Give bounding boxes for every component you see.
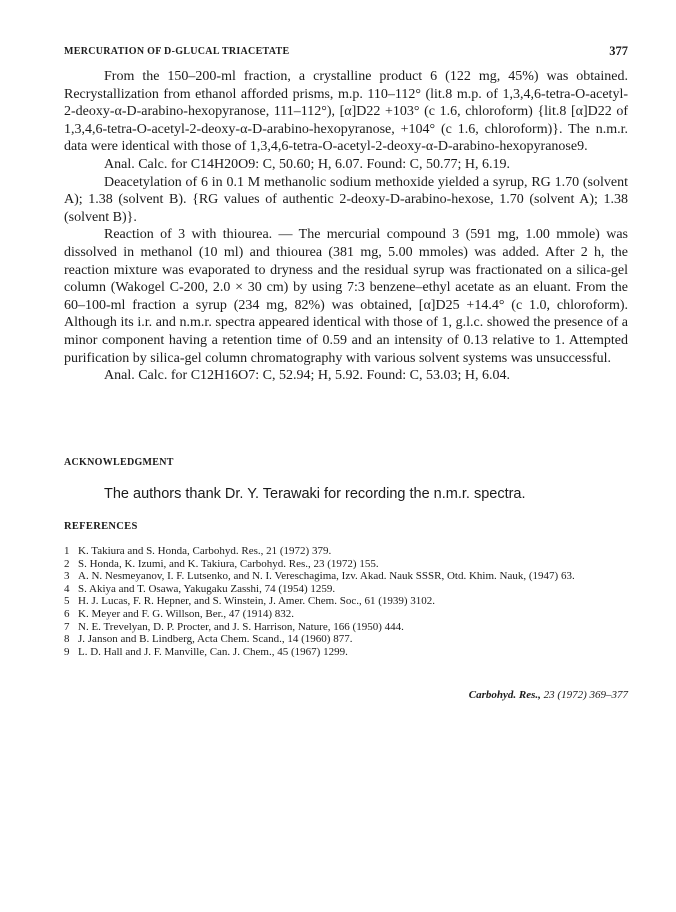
acknowledgment-heading: ACKNOWLEDGMENT: [64, 457, 174, 468]
reference-text: H. J. Lucas, F. R. Hepner, and S. Winstein, J. Amer. Chem. Soc., 61 (1939) 3102.: [78, 595, 436, 608]
running-title: MERCURATION OF D-GLUCAL TRIACETATE: [64, 46, 290, 57]
reference-item: [64, 646, 630, 659]
reference-text: N. E. Trevelyan, D. P. Procter, and J. S. Harrison, Nature, 166 (1950) 444.: [78, 620, 404, 633]
journal-footer: [469, 689, 628, 701]
reference-text: S. Akiya and T. Osawa, Yakugaku Zasshi, 74 (1954) 1259.: [78, 582, 336, 595]
analysis-line-2: Anal. Calc. for C12H16O7: C, 52.94; H, 5.92. Found: C, 53.03; H, 6.04.: [104, 368, 510, 384]
reference-number: 1: [64, 545, 70, 557]
reference-number: 5: [64, 595, 70, 608]
reference-list: [64, 545, 630, 658]
reference-text: K. Takiura and S. Honda, Carbohyd. Res., 21 (1972) 379.: [78, 545, 332, 557]
reference-number: 6: [64, 607, 70, 620]
reference-number: 4: [64, 582, 70, 595]
references-heading: REFERENCES: [64, 521, 138, 532]
page-number: 377: [609, 44, 628, 58]
reference-text: J. Janson and B. Lindberg, Acta Chem. Scand., 14 (1960) 877.: [78, 633, 353, 646]
reference-item: [64, 595, 630, 608]
reference-text: A. N. Nesmeyanov, I. F. Lutsenko, and N. I. Vereschagima, Izv. Akad. Nauk SSSR, Otd. Khim. Nauk, (1947) 63.: [78, 570, 575, 583]
paragraph-fraction-result: From the 150–200-ml fraction, a crystalline product 6 (122 mg, 45%) was obtained. Recrystallization from ethanol afforded prisms, m.p. 110–112° (lit.8 m.p. of 1,3,4,6-tetra-O-acetyl-2-deoxy-α-D-arabino-hexopyranose, 111–112°), [α]D22 +103° (c 1.6, chloroform) {lit.8 [α]D22 of 1,3,4,6-tetra-O-acetyl-2-deoxy-α-D-arabino-hexopyranose, +104° (c 1.6, chloroform)}. The n.m.r. data were identical with those of 1,3,4,6-tetra-O-acetyl-2-deoxy-α-D-arabino-hexopyranose9.: [64, 69, 628, 155]
reference-item: [64, 608, 630, 621]
reference-number: 7: [64, 620, 70, 633]
acknowledgment-text: The authors thank Dr. Y. Terawaki for recording the n.m.r. spectra.: [104, 486, 526, 502]
reference-item: [64, 558, 630, 571]
reference-item: [64, 545, 630, 558]
reference-number: 3: [64, 570, 70, 583]
reference-number: 2: [64, 557, 70, 570]
reference-item: [64, 621, 630, 634]
page-header: [64, 46, 628, 62]
reference-text: L. D. Hall and J. F. Manville, Can. J. Chem., 45 (1967) 1299.: [78, 645, 348, 658]
body-text: [64, 68, 628, 385]
analysis-line-1: Anal. Calc. for C14H20O9: C, 50.60; H, 6.07. Found: C, 50.77; H, 6.19.: [104, 156, 510, 172]
footer-journal: Carbohyd. Res.,: [468, 689, 541, 701]
reference-item: [64, 570, 630, 583]
reference-text: S. Honda, K. Izumi, and K. Takiura, Carbohyd. Res., 23 (1972) 155.: [78, 557, 379, 570]
paragraph-deacetylation: Deacetylation of 6 in 0.1 M methanolic sodium methoxide yielded a syrup, RG 1.70 (solvent A); 1.38 (solvent B). {RG values of authentic 2-deoxy-D-arabino-hexose, 1.70 (solvent A); 1.38 (solvent B)}.: [64, 174, 628, 225]
reference-text: K. Meyer and F. G. Willson, Ber., 47 (1914) 832.: [78, 607, 295, 620]
footer-citation: 23 (1972) 369–377: [543, 689, 628, 701]
reference-item: [64, 633, 630, 646]
paragraph-thiourea-reaction: Reaction of 3 with thiourea. — The mercurial compound 3 (591 mg, 1.00 mmole) was dissolved in methanol (10 ml) and thiourea (381 mg, 5.00 mmoles) was added. After 2 h, the reaction mixture was evaporated to dryness and the residual syrup was fractionated on a silica-gel column (Wakogel C-200, 2.0 × 30 cm) by using 7:3 benzene–ethyl acetate as an eluant. From the 60–100-ml fraction a syrup (234 mg, 82%) was obtained, [α]D25 +14.4° (c 1.0, chloroform). Although its i.r. and n.m.r. spectra appeared identical with those of 1, g.l.c. showed the presence of a minor component having a retention time of 0.59 and an intensity of 0.13 relative to 1. Attempted purification by silica-gel column chromatography with various solvent systems was unsuccessful.: [64, 227, 628, 366]
reference-number: 8: [64, 633, 70, 646]
reference-item: [64, 583, 630, 596]
reference-number: 9: [64, 645, 70, 658]
